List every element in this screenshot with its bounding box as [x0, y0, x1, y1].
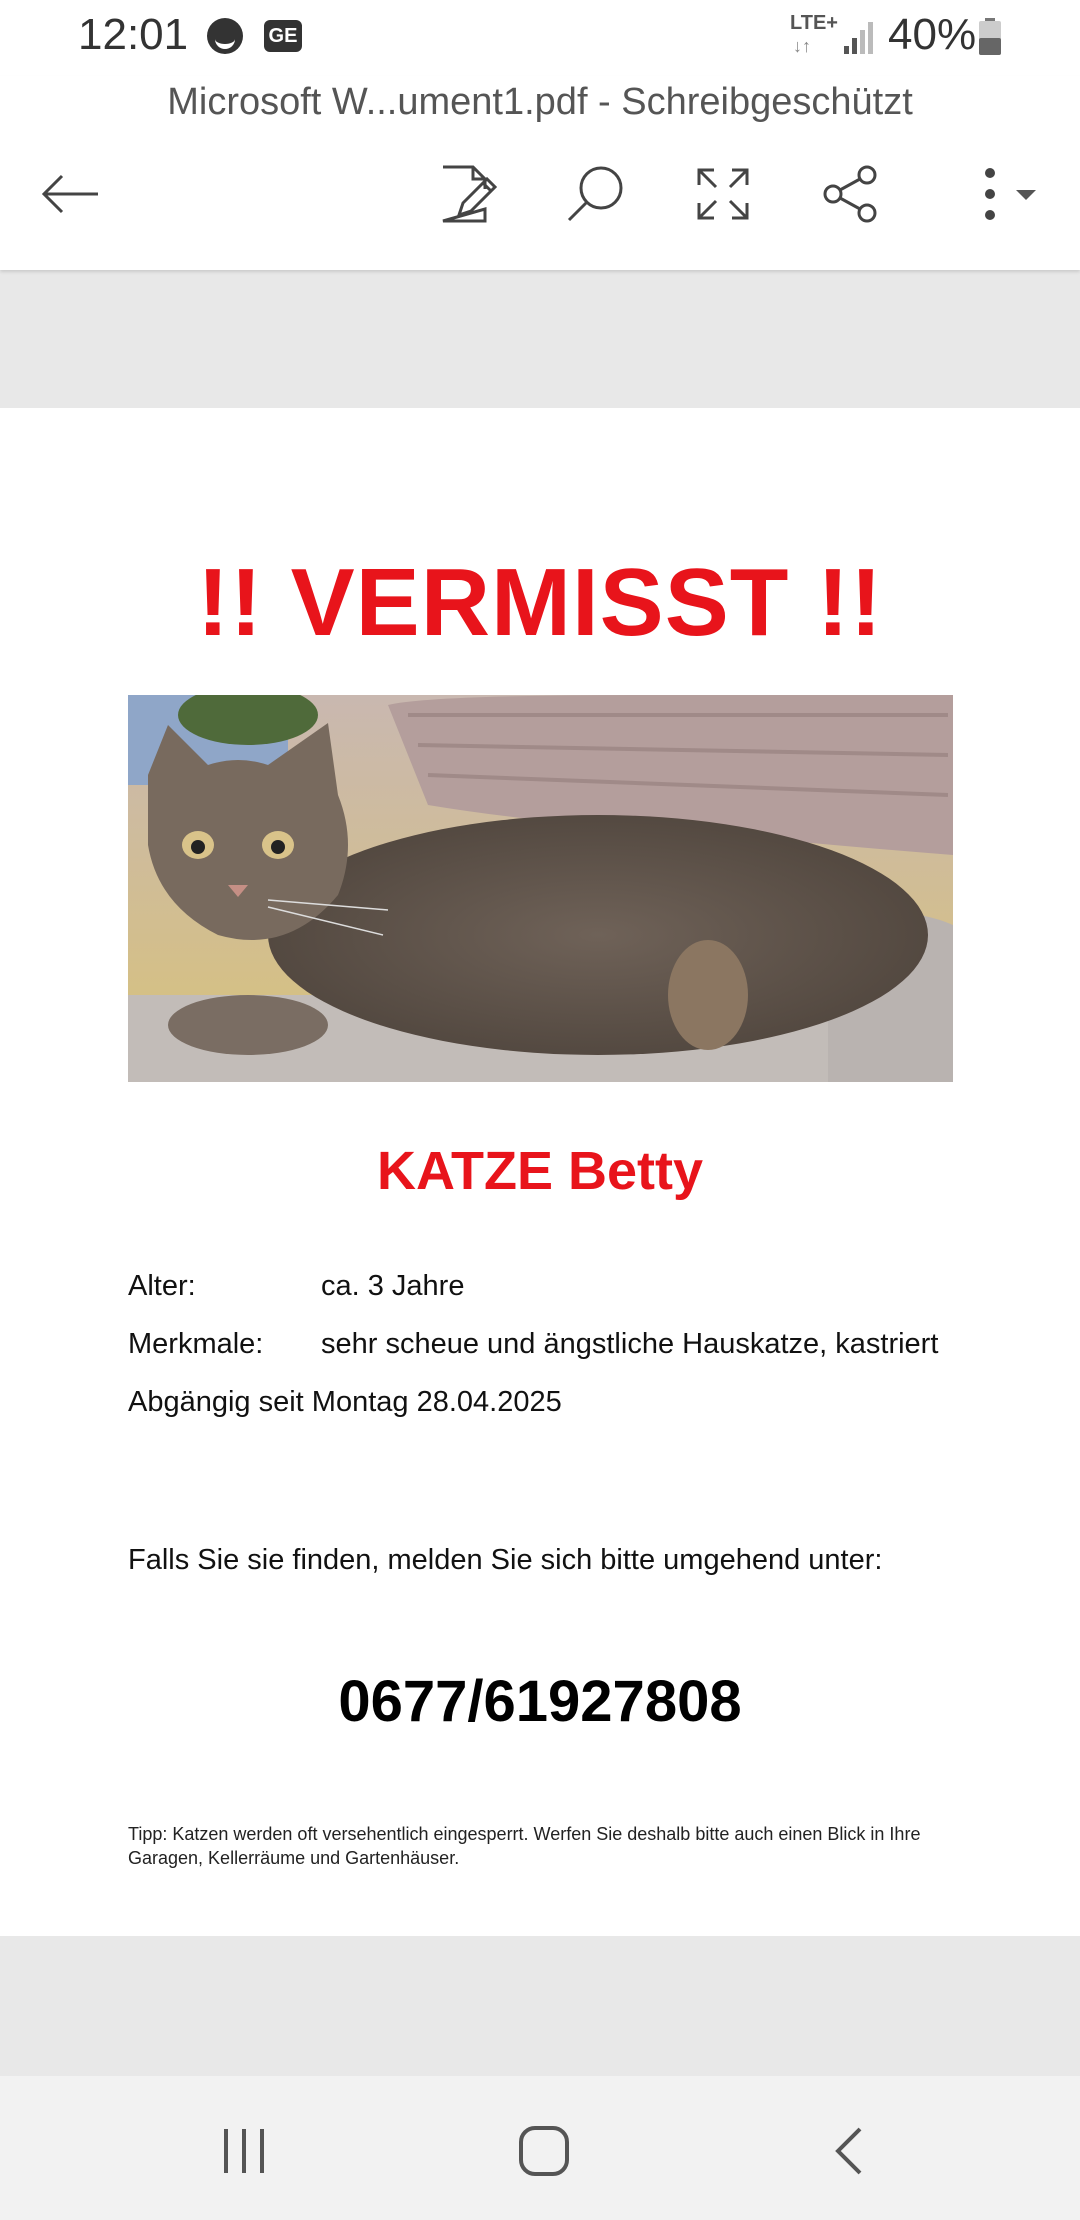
headline: !! VERMISST !! — [197, 549, 883, 656]
back-arrow-icon — [40, 174, 100, 214]
cat-photo — [128, 695, 953, 1082]
app-header — [0, 76, 1080, 270]
detail-value: ca. 3 Jahre — [321, 1270, 465, 1302]
fullscreen-button[interactable] — [683, 154, 763, 234]
ge-icon: GE — [264, 20, 302, 52]
clock: 12:01 — [78, 10, 189, 59]
edit-document-icon — [439, 163, 497, 225]
tip-text: Tipp: Katzen werden oft versehentlich eingesperrt. Werfen Sie deshalb bitte auch einen Blick in Ihre Garagen, Kellerräume und Gartenhäuser. — [128, 1824, 921, 1868]
phone-number: 0677/61927808 — [338, 1669, 742, 1734]
share-icon — [823, 165, 879, 223]
search-icon — [565, 164, 625, 224]
detail-label: Merkmale: — [128, 1328, 264, 1360]
back-nav-button[interactable] — [808, 2116, 888, 2186]
home-icon — [518, 2125, 570, 2177]
document-title: Microsoft W...ument1.pdf - Schreibgeschützt — [167, 81, 913, 123]
more-menu-icon — [950, 166, 1040, 222]
back-icon — [830, 2125, 866, 2177]
search-button[interactable] — [555, 154, 635, 234]
more-menu-button[interactable] — [940, 154, 1050, 234]
home-button[interactable] — [504, 2116, 584, 2186]
network-type: LTE+ — [790, 12, 838, 34]
face-icon — [207, 18, 243, 54]
detail-label: Alter: — [128, 1270, 196, 1302]
data-arrows-icon: ↓↑ — [793, 36, 811, 56]
battery-icon — [978, 18, 1002, 56]
edit-button[interactable] — [428, 154, 508, 234]
system-nav-bar — [0, 2076, 1080, 2220]
status-bar — [0, 0, 1080, 76]
detail-row-age — [128, 1270, 464, 1303]
missing-since: Abgängig seit Montag 28.04.2025 — [128, 1386, 562, 1418]
fullscreen-icon — [696, 167, 750, 221]
recent-apps-button[interactable] — [204, 2116, 284, 2186]
detail-row-features — [128, 1328, 938, 1361]
battery-percent: 40% — [888, 10, 977, 59]
pdf-page[interactable] — [0, 408, 1080, 1936]
cat-name: KATZE Betty — [376, 1141, 703, 1201]
detail-value: sehr scheue und ängstliche Hauskatze, kastriert — [321, 1328, 939, 1360]
share-button[interactable] — [811, 154, 891, 234]
recent-apps-icon — [221, 2126, 267, 2176]
cat-image — [128, 695, 953, 1082]
contact-prompt: Falls Sie sie finden, melden Sie sich bitte umgehend unter: — [128, 1544, 883, 1576]
back-button[interactable] — [30, 154, 110, 234]
signal-icon — [842, 20, 878, 56]
